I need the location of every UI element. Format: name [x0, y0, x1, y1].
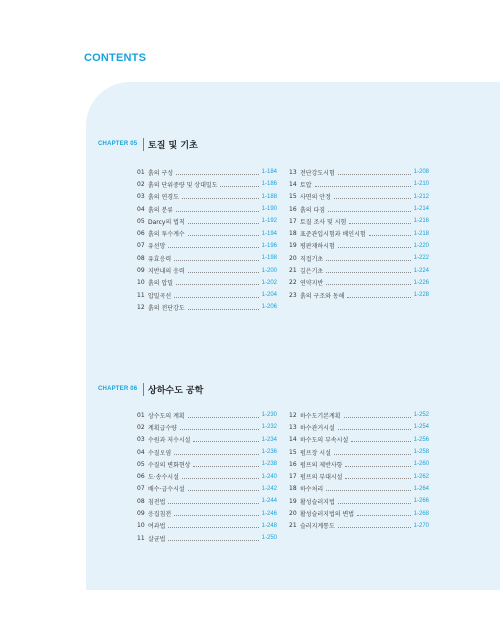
toc-entry-page: 1-268 — [413, 510, 429, 517]
toc-entry-number: 19 — [289, 242, 297, 250]
toc-entry[interactable] — [137, 495, 277, 507]
toc-entry-number: 06 — [137, 473, 145, 481]
toc-leader-dots — [188, 413, 259, 418]
toc-leader-dots — [328, 207, 411, 212]
toc-entry-number: 16 — [289, 205, 297, 213]
toc-leader-dots — [334, 450, 411, 455]
toc-entry-page: 1-264 — [413, 485, 429, 492]
toc-entry-number: 17 — [289, 217, 297, 225]
toc-entry-page: 1-258 — [413, 449, 429, 456]
toc-entry-title: 수질오염 — [148, 449, 172, 457]
toc-leader-dots — [351, 437, 410, 442]
toc-entry-title: 유효응력 — [148, 255, 172, 263]
chapter-06-left-column — [137, 409, 277, 544]
toc-entry-page: 1-240 — [261, 473, 277, 480]
toc-entry[interactable] — [137, 264, 277, 276]
toc-entry[interactable] — [289, 520, 429, 532]
toc-entry[interactable] — [137, 166, 277, 178]
toc-entry-page: 1-214 — [413, 206, 429, 213]
toc-entry-title: 흙의 전단강도 — [148, 304, 185, 312]
toc-entry-page: 1-270 — [413, 522, 429, 529]
chapter-06-right-column — [289, 409, 429, 532]
toc-entry[interactable] — [137, 409, 277, 421]
toc-entry-page: 1-190 — [261, 206, 277, 213]
toc-entry-page: 1-188 — [261, 193, 277, 200]
toc-leader-dots — [188, 486, 259, 491]
toc-entry-number: 06 — [137, 230, 145, 238]
toc-entry-number: 14 — [289, 180, 297, 188]
chapter-divider — [143, 383, 144, 396]
toc-entry-page: 1-242 — [261, 485, 277, 492]
toc-leader-dots — [182, 194, 259, 199]
toc-entry-title: 토질 조사 및 시험 — [300, 218, 347, 226]
toc-entry-title: 하수도의 부속시설 — [300, 437, 349, 445]
toc-leader-dots — [168, 523, 258, 528]
chapter-label: CHAPTER 05 — [98, 141, 138, 147]
toc-leader-dots — [188, 268, 259, 273]
toc-entry-number: 18 — [289, 230, 297, 238]
toc-entry-page: 1-216 — [413, 218, 429, 225]
toc-entry-title: 유선망 — [148, 243, 166, 251]
toc-entry[interactable] — [137, 520, 277, 532]
toc-entry-page: 1-262 — [413, 473, 429, 480]
toc-entry-page: 1-200 — [261, 267, 277, 274]
toc-entry-number: 12 — [289, 411, 297, 419]
toc-entry[interactable] — [289, 191, 429, 203]
toc-entry-number: 08 — [137, 497, 145, 505]
toc-leader-dots — [334, 194, 411, 199]
toc-entry-page: 1-228 — [413, 292, 429, 299]
toc-entry-title: 슬러지계통도 — [300, 523, 335, 531]
toc-entry-page: 1-206 — [261, 304, 277, 311]
toc-entry-number: 15 — [289, 448, 297, 456]
chapter-05-left-column — [137, 166, 277, 314]
toc-entry-page: 1-186 — [261, 181, 277, 188]
toc-leader-dots — [180, 425, 259, 430]
toc-entry-title: 상수도의 계획 — [148, 412, 185, 420]
chapter-05-right-column — [289, 166, 429, 301]
toc-leader-dots — [174, 293, 258, 298]
toc-entry-title: 활성슬러지법의 변법 — [300, 511, 355, 519]
toc-entry-title: 배수·급수시설 — [148, 486, 185, 494]
toc-entry[interactable] — [137, 421, 277, 433]
toc-entry-number: 22 — [289, 279, 297, 287]
toc-leader-dots — [220, 182, 258, 187]
toc-entry-page: 1-260 — [413, 461, 429, 468]
toc-entry-title: 도·송수시설 — [148, 474, 179, 482]
toc-entry-page: 1-252 — [413, 412, 429, 419]
toc-entry-title: 하수도기본계획 — [300, 412, 341, 420]
toc-entry-number: 23 — [289, 291, 297, 299]
toc-leader-dots — [174, 511, 258, 516]
toc-entry-number: 16 — [289, 460, 297, 468]
toc-entry-page: 1-196 — [261, 242, 277, 249]
toc-entry-page: 1-266 — [413, 498, 429, 505]
toc-entry-title: 흙의 단위중량 및 상대밀도 — [148, 181, 218, 189]
toc-entry-number: 21 — [289, 267, 297, 275]
toc-leader-dots — [174, 256, 258, 261]
toc-entry-number: 13 — [289, 423, 297, 431]
toc-entry[interactable] — [137, 277, 277, 289]
toc-leader-dots — [188, 219, 259, 224]
toc-entry-title: 흙의 분류 — [148, 206, 174, 214]
toc-entry-number: 17 — [289, 473, 297, 481]
toc-entry[interactable] — [289, 252, 429, 264]
toc-entry-number: 09 — [137, 510, 145, 518]
toc-leader-dots — [182, 474, 259, 479]
toc-entry[interactable] — [289, 166, 429, 178]
toc-leader-dots — [176, 280, 259, 285]
toc-entry-page: 1-192 — [261, 218, 277, 225]
toc-entry-number: 14 — [289, 436, 297, 444]
toc-entry-number: 08 — [137, 254, 145, 262]
toc-entry-number: 10 — [137, 279, 145, 287]
toc-entry-page: 1-210 — [413, 181, 429, 188]
toc-entry-number: 03 — [137, 193, 145, 201]
toc-entry-title: 펌프의 부대시설 — [300, 474, 343, 482]
toc-leader-dots — [315, 182, 411, 187]
toc-leader-dots — [338, 170, 411, 175]
toc-entry-number: 11 — [137, 291, 145, 299]
toc-entry-title: 흙의 투수계수 — [148, 231, 185, 239]
toc-entry[interactable] — [289, 446, 429, 458]
toc-entry-title: 펌프장 시설 — [300, 449, 331, 457]
toc-entry-title: 평판재하시험 — [300, 243, 335, 251]
toc-entry-page: 1-232 — [261, 424, 277, 431]
toc-entry-page: 1-236 — [261, 449, 277, 456]
chapter-title: 상하수도 공학 — [148, 386, 204, 396]
toc-leader-dots — [326, 256, 410, 261]
toc-entry-title: 전단강도시험 — [300, 169, 335, 177]
toc-entry-number: 12 — [137, 303, 145, 311]
toc-leader-dots — [168, 499, 258, 504]
toc-leader-dots — [188, 231, 259, 236]
toc-entry[interactable] — [289, 458, 429, 470]
toc-entry-number: 04 — [137, 205, 145, 213]
toc-entry-number: 05 — [137, 217, 145, 225]
toc-entry-title: 하수처리 — [300, 486, 324, 494]
toc-entry-number: 01 — [137, 411, 145, 419]
toc-entry-page: 1-208 — [413, 169, 429, 176]
toc-leader-dots — [344, 413, 411, 418]
toc-leader-dots — [193, 462, 258, 467]
toc-entry-page: 1-198 — [261, 255, 277, 262]
toc-entry[interactable] — [289, 470, 429, 482]
chapter-05-header — [98, 137, 478, 153]
toc-entry-title: 계획급수량 — [148, 424, 177, 432]
toc-entry-page: 1-222 — [413, 255, 429, 262]
toc-entry-title: 사면의 안정 — [300, 194, 331, 202]
toc-entry[interactable] — [289, 483, 429, 495]
toc-entry[interactable] — [289, 227, 429, 239]
toc-leader-dots — [168, 243, 258, 248]
toc-entry-title: 흙의 구조와 동해 — [300, 292, 345, 300]
toc-entry-number: 15 — [289, 193, 297, 201]
toc-leader-dots — [349, 219, 410, 224]
toc-entry-title: 펌프의 제반사항 — [300, 461, 343, 469]
toc-entry-page: 1-202 — [261, 279, 277, 286]
toc-entry[interactable] — [289, 277, 429, 289]
toc-entry[interactable] — [137, 178, 277, 190]
toc-entry[interactable] — [289, 507, 429, 519]
toc-entry[interactable] — [137, 240, 277, 252]
toc-leader-dots — [338, 425, 411, 430]
toc-entry[interactable] — [289, 240, 429, 252]
toc-entry-number: 07 — [137, 485, 145, 493]
toc-leader-dots — [174, 450, 258, 455]
toc-entry-title: 연약지반 — [300, 280, 324, 288]
chapter-label: CHAPTER 06 — [98, 386, 138, 392]
chapter-divider — [143, 138, 144, 151]
toc-entry[interactable] — [289, 264, 429, 276]
toc-entry-page: 1-250 — [261, 535, 277, 542]
toc-entry-page: 1-204 — [261, 292, 277, 299]
toc-leader-dots — [188, 305, 259, 310]
toc-entry-number: 09 — [137, 267, 145, 275]
toc-entry-number: 04 — [137, 448, 145, 456]
toc-entry-title: 수원과 저수시설 — [148, 437, 191, 445]
toc-entry-page: 1-246 — [261, 510, 277, 517]
toc-leader-dots — [326, 268, 410, 273]
toc-entry[interactable] — [137, 532, 277, 544]
chapter-06-header — [98, 382, 478, 398]
toc-entry[interactable] — [137, 458, 277, 470]
toc-entry-title: 흙의 다짐 — [300, 206, 326, 214]
toc-entry-title: 살균법 — [148, 535, 166, 543]
toc-entry[interactable] — [137, 483, 277, 495]
toc-entry-page: 1-224 — [413, 267, 429, 274]
toc-entry-number: 01 — [137, 168, 145, 176]
page-title: CONTENTS — [84, 52, 147, 64]
toc-leader-dots — [176, 170, 259, 175]
toc-entry-number: 13 — [289, 168, 297, 176]
toc-entry[interactable] — [289, 434, 429, 446]
toc-entry-title: 깊은기초 — [300, 268, 324, 276]
toc-entry-page: 1-238 — [261, 461, 277, 468]
toc-leader-dots — [357, 511, 411, 516]
toc-entry-page: 1-254 — [413, 424, 429, 431]
toc-entry[interactable] — [137, 507, 277, 519]
toc-entry-title: 압밀곡선 — [148, 292, 172, 300]
toc-entry[interactable] — [289, 421, 429, 433]
toc-entry-page: 1-218 — [413, 230, 429, 237]
toc-entry[interactable] — [137, 191, 277, 203]
toc-entry-page: 1-194 — [261, 230, 277, 237]
toc-entry-number: 07 — [137, 242, 145, 250]
toc-entry-title: 활성슬러지법 — [300, 498, 335, 506]
toc-entry-page: 1-226 — [413, 279, 429, 286]
toc-entry-number: 21 — [289, 522, 297, 530]
toc-entry-page: 1-220 — [413, 242, 429, 249]
toc-leader-dots — [345, 474, 410, 479]
toc-leader-dots — [168, 536, 258, 541]
toc-entry-number: 18 — [289, 485, 297, 493]
toc-leader-dots — [176, 207, 259, 212]
toc-entry-page: 1-248 — [261, 522, 277, 529]
toc-entry[interactable] — [289, 495, 429, 507]
toc-entry[interactable] — [137, 227, 277, 239]
toc-entry-title: 토압 — [300, 181, 312, 189]
toc-entry[interactable] — [289, 409, 429, 421]
toc-entry-title: 수질의 변화현상 — [148, 461, 191, 469]
toc-entry[interactable] — [137, 252, 277, 264]
toc-entry-number: 20 — [289, 254, 297, 262]
toc-entry-page: 1-230 — [261, 412, 277, 419]
toc-entry-title: 여과법 — [148, 523, 166, 531]
toc-entry[interactable] — [137, 301, 277, 313]
toc-entry[interactable] — [137, 289, 277, 301]
toc-entry-title: 흙의 압밀 — [148, 280, 174, 288]
toc-entry-page: 1-184 — [261, 169, 277, 176]
toc-entry-title: 흙의 구성 — [148, 169, 174, 177]
toc-leader-dots — [345, 462, 410, 467]
toc-entry-page: 1-244 — [261, 498, 277, 505]
toc-entry-page: 1-212 — [413, 193, 429, 200]
toc-entry[interactable] — [289, 215, 429, 227]
toc-entry-number: 02 — [137, 180, 145, 188]
toc-entry-number: 03 — [137, 436, 145, 444]
toc-entry-number: 20 — [289, 510, 297, 518]
toc-entry[interactable] — [137, 215, 277, 227]
toc-entry[interactable] — [137, 446, 277, 458]
toc-leader-dots — [326, 486, 410, 491]
toc-entry[interactable] — [137, 434, 277, 446]
toc-leader-dots — [326, 280, 410, 285]
toc-leader-dots — [369, 231, 411, 236]
toc-entry-number: 19 — [289, 497, 297, 505]
toc-entry[interactable] — [137, 470, 277, 482]
toc-entry-page: 1-234 — [261, 436, 277, 443]
toc-entry-title: 침전법 — [148, 498, 166, 506]
toc-entry-title: 하수관거시설 — [300, 424, 335, 432]
toc-entry[interactable] — [137, 203, 277, 215]
toc-entry-number: 10 — [137, 522, 145, 530]
toc-entry-title: 지반내의 응력 — [148, 268, 185, 276]
toc-leader-dots — [338, 523, 411, 528]
toc-leader-dots — [347, 293, 410, 298]
toc-leader-dots — [193, 437, 258, 442]
toc-entry-title: Darcy의 법칙 — [148, 218, 185, 226]
toc-entry-title: 직접기초 — [300, 255, 324, 263]
toc-entry-page: 1-256 — [413, 436, 429, 443]
toc-entry[interactable] — [289, 289, 429, 301]
toc-entry-title: 응집침전 — [148, 511, 172, 519]
toc-leader-dots — [338, 499, 411, 504]
toc-entry-number: 11 — [137, 534, 145, 542]
toc-entry[interactable] — [289, 178, 429, 190]
toc-entry-title: 흙의 연경도 — [148, 194, 179, 202]
toc-leader-dots — [338, 243, 411, 248]
toc-entry-title: 표준관입시험과 베인시험 — [300, 231, 366, 239]
toc-entry-number: 02 — [137, 423, 145, 431]
chapter-title: 토질 및 기초 — [148, 141, 198, 151]
toc-entry[interactable] — [289, 203, 429, 215]
toc-entry-number: 05 — [137, 460, 145, 468]
